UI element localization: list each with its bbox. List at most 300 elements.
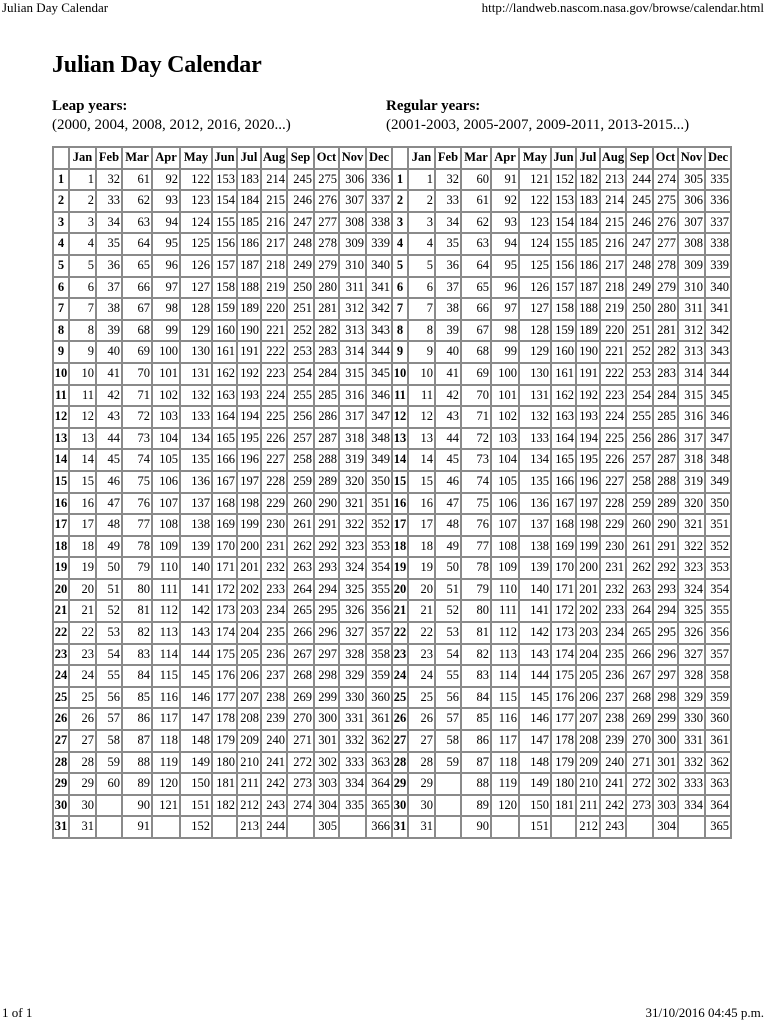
leap-julian-day-cell: 352 [366, 514, 392, 536]
regular-julian-day-cell: 102 [491, 406, 519, 428]
day-number-cell: 8 [53, 320, 69, 342]
regular-julian-day-cell: 211 [576, 795, 600, 817]
regular-julian-day-cell: 58 [435, 730, 461, 752]
leap-julian-day-cell: 240 [261, 730, 287, 752]
leap-julian-day-cell: 220 [261, 298, 287, 320]
regular-julian-day-cell: 305 [678, 169, 705, 191]
regular-julian-day-cell: 324 [678, 579, 705, 601]
leap-month-header: Oct [314, 147, 339, 169]
regular-julian-day-cell: 139 [519, 557, 551, 579]
leap-julian-day-cell: 141 [180, 579, 212, 601]
regular-julian-day-cell: 79 [461, 579, 491, 601]
regular-month-header: Oct [653, 147, 678, 169]
regular-julian-day-cell: 25 [408, 687, 435, 709]
day-number-cell: 19 [392, 557, 408, 579]
regular-julian-day-cell: 209 [576, 752, 600, 774]
leap-julian-day-cell: 89 [122, 773, 152, 795]
regular-julian-day-cell: 328 [678, 665, 705, 687]
day-number-cell: 11 [53, 385, 69, 407]
day-number-cell: 13 [392, 428, 408, 450]
regular-julian-day-cell: 208 [576, 730, 600, 752]
leap-julian-day-cell: 17 [69, 514, 96, 536]
regular-julian-day-cell: 354 [705, 579, 731, 601]
regular-julian-day-cell: 98 [491, 320, 519, 342]
leap-julian-day-cell: 343 [366, 320, 392, 342]
leap-julian-day-cell: 70 [122, 363, 152, 385]
regular-julian-day-cell: 187 [576, 277, 600, 299]
leap-julian-day-cell: 80 [122, 579, 152, 601]
leap-month-header: Jul [237, 147, 261, 169]
regular-julian-day-cell: 50 [435, 557, 461, 579]
regular-month-header: Aug [600, 147, 626, 169]
leap-julian-day-cell: 20 [69, 579, 96, 601]
regular-julian-day-cell: 362 [705, 752, 731, 774]
leap-julian-day-cell: 22 [69, 622, 96, 644]
regular-julian-day-cell: 193 [576, 406, 600, 428]
leap-julian-day-cell: 159 [212, 298, 237, 320]
regular-julian-day-cell: 347 [705, 428, 731, 450]
regular-julian-day-cell: 31 [408, 816, 435, 838]
regular-month-header: Feb [435, 147, 461, 169]
regular-julian-day-cell: 222 [600, 363, 626, 385]
leap-julian-day-cell: 189 [237, 298, 261, 320]
leap-julian-day-cell: 165 [212, 428, 237, 450]
regular-julian-day-cell: 200 [576, 557, 600, 579]
regular-julian-day-cell: 352 [705, 536, 731, 558]
regular-julian-day-cell: 285 [653, 406, 678, 428]
leap-julian-day-cell: 182 [212, 795, 237, 817]
regular-julian-day-cell: 162 [551, 385, 576, 407]
regular-years-label: Regular years: [386, 98, 481, 114]
regular-julian-day-cell: 32 [435, 169, 461, 191]
leap-julian-day-cell: 86 [122, 708, 152, 730]
table-row [53, 622, 731, 644]
regular-julian-day-cell: 4 [408, 233, 435, 255]
regular-julian-day-cell: 104 [491, 449, 519, 471]
regular-julian-day-cell: 279 [653, 277, 678, 299]
leap-julian-day-cell: 314 [339, 341, 366, 363]
leap-julian-day-cell: 124 [180, 212, 212, 234]
regular-julian-day-cell: 180 [551, 773, 576, 795]
leap-julian-day-cell: 357 [366, 622, 392, 644]
leap-julian-day-cell: 137 [180, 493, 212, 515]
day-number-cell: 1 [392, 169, 408, 191]
leap-julian-day-cell: 284 [314, 363, 339, 385]
leap-julian-day-cell: 148 [180, 730, 212, 752]
leap-julian-day-cell: 262 [287, 536, 314, 558]
regular-years-section [386, 97, 689, 135]
regular-julian-day-cell: 136 [519, 493, 551, 515]
regular-julian-day-cell: 77 [461, 536, 491, 558]
regular-julian-day-cell: 113 [491, 644, 519, 666]
leap-julian-day-cell: 14 [69, 449, 96, 471]
regular-julian-day-cell: 42 [435, 385, 461, 407]
regular-julian-day-cell: 150 [519, 795, 551, 817]
leap-julian-day-cell: 75 [122, 471, 152, 493]
day-number-cell: 10 [392, 363, 408, 385]
leap-julian-day-cell: 241 [261, 752, 287, 774]
leap-julian-day-cell: 232 [261, 557, 287, 579]
leap-julian-day-cell: 110 [152, 557, 180, 579]
regular-julian-day-cell: 243 [600, 816, 626, 838]
leap-julian-day-cell: 170 [212, 536, 237, 558]
leap-julian-day-cell: 103 [152, 406, 180, 428]
day-number-cell: 18 [392, 536, 408, 558]
regular-julian-day-cell: 18 [408, 536, 435, 558]
regular-julian-day-cell: 39 [435, 320, 461, 342]
regular-julian-day-cell: 204 [576, 644, 600, 666]
regular-julian-day-cell: 321 [678, 514, 705, 536]
regular-julian-day-cell: 30 [408, 795, 435, 817]
leap-julian-day-cell: 21 [69, 600, 96, 622]
day-number-cell: 5 [53, 255, 69, 277]
regular-julian-day-cell: 272 [626, 773, 653, 795]
leap-julian-day-cell: 321 [339, 493, 366, 515]
regular-julian-day-cell: 332 [678, 752, 705, 774]
regular-julian-day-cell: 47 [435, 493, 461, 515]
leap-julian-day-cell: 120 [152, 773, 180, 795]
day-number-cell: 1 [53, 169, 69, 191]
leap-julian-day-cell: 193 [237, 385, 261, 407]
leap-julian-day-cell: 295 [314, 600, 339, 622]
day-number-cell: 27 [53, 730, 69, 752]
day-number-cell: 4 [392, 233, 408, 255]
leap-julian-day-cell: 350 [366, 471, 392, 493]
regular-julian-day-cell: 244 [626, 169, 653, 191]
regular-julian-day-cell: 45 [435, 449, 461, 471]
regular-julian-day-cell: 330 [678, 708, 705, 730]
leap-julian-day-cell: 154 [212, 190, 237, 212]
regular-julian-day-cell: 333 [678, 773, 705, 795]
table-row [53, 255, 731, 277]
regular-month-header: Jun [551, 147, 576, 169]
regular-julian-day-cell [435, 816, 461, 838]
regular-julian-day-cell: 273 [626, 795, 653, 817]
regular-julian-day-cell: 132 [519, 406, 551, 428]
leap-julian-day-cell: 274 [287, 795, 314, 817]
regular-julian-day-cell: 36 [435, 255, 461, 277]
regular-julian-day-cell: 214 [600, 190, 626, 212]
regular-julian-day-cell: 146 [519, 708, 551, 730]
table-row [53, 730, 731, 752]
regular-julian-day-cell: 265 [626, 622, 653, 644]
leap-julian-day-cell [212, 816, 237, 838]
leap-julian-day-cell: 42 [96, 385, 122, 407]
leap-julian-day-cell: 13 [69, 428, 96, 450]
regular-julian-day-cell: 67 [461, 320, 491, 342]
leap-month-header: Jun [212, 147, 237, 169]
leap-julian-day-cell: 81 [122, 600, 152, 622]
leap-julian-day-cell: 142 [180, 600, 212, 622]
regular-julian-day-cell: 41 [435, 363, 461, 385]
table-row [53, 514, 731, 536]
day-number-cell: 30 [53, 795, 69, 817]
leap-julian-day-cell: 27 [69, 730, 96, 752]
regular-julian-day-cell: 82 [461, 644, 491, 666]
regular-julian-day-cell: 201 [576, 579, 600, 601]
regular-julian-day-cell: 143 [519, 644, 551, 666]
leap-julian-day-cell: 325 [339, 579, 366, 601]
regular-julian-day-cell: 191 [576, 363, 600, 385]
regular-julian-day-cell: 253 [626, 363, 653, 385]
regular-julian-day-cell: 106 [491, 493, 519, 515]
leap-julian-day-cell: 11 [69, 385, 96, 407]
regular-julian-day-cell: 60 [461, 169, 491, 191]
regular-month-header: Dec [705, 147, 731, 169]
leap-julian-day-cell: 344 [366, 341, 392, 363]
regular-julian-day-cell: 229 [600, 514, 626, 536]
regular-julian-day-cell: 320 [678, 493, 705, 515]
regular-julian-day-cell: 202 [576, 600, 600, 622]
regular-julian-day-cell: 259 [626, 493, 653, 515]
regular-julian-day-cell: 238 [600, 708, 626, 730]
regular-julian-day-cell: 317 [678, 428, 705, 450]
leap-julian-day-cell: 362 [366, 730, 392, 752]
leap-julian-day-cell: 127 [180, 277, 212, 299]
regular-julian-day-cell: 8 [408, 320, 435, 342]
regular-julian-day-cell: 103 [491, 428, 519, 450]
regular-julian-day-cell: 89 [461, 795, 491, 817]
regular-julian-day-cell: 197 [576, 493, 600, 515]
regular-julian-day-cell: 100 [491, 363, 519, 385]
regular-julian-day-cell: 340 [705, 277, 731, 299]
table-row [53, 795, 731, 817]
leap-julian-day-cell: 264 [287, 579, 314, 601]
leap-julian-day-cell: 277 [314, 212, 339, 234]
leap-julian-day-cell: 253 [287, 341, 314, 363]
leap-julian-day-cell: 166 [212, 449, 237, 471]
leap-julian-day-cell: 87 [122, 730, 152, 752]
leap-julian-day-cell: 360 [366, 687, 392, 709]
regular-julian-day-cell: 315 [678, 385, 705, 407]
day-number-cell: 12 [53, 406, 69, 428]
day-number-cell: 14 [392, 449, 408, 471]
leap-julian-day-cell: 98 [152, 298, 180, 320]
leap-julian-day-cell: 326 [339, 600, 366, 622]
regular-julian-day-cell: 353 [705, 557, 731, 579]
leap-julian-day-cell: 216 [261, 212, 287, 234]
leap-julian-day-cell: 337 [366, 190, 392, 212]
regular-julian-day-cell: 33 [435, 190, 461, 212]
leap-julian-day-cell: 207 [237, 687, 261, 709]
table-row [53, 341, 731, 363]
regular-julian-day-cell: 86 [461, 730, 491, 752]
table-row [53, 708, 731, 730]
regular-julian-day-cell: 44 [435, 428, 461, 450]
table-row [53, 406, 731, 428]
regular-julian-day-cell: 16 [408, 493, 435, 515]
leap-julian-day-cell: 190 [237, 320, 261, 342]
leap-julian-day-cell: 26 [69, 708, 96, 730]
leap-julian-day-cell: 153 [212, 169, 237, 191]
leap-julian-day-cell: 48 [96, 514, 122, 536]
regular-julian-day-cell: 6 [408, 277, 435, 299]
leap-julian-day-cell: 132 [180, 385, 212, 407]
leap-julian-day-cell: 287 [314, 428, 339, 450]
regular-julian-day-cell: 267 [626, 665, 653, 687]
regular-julian-day-cell: 48 [435, 514, 461, 536]
regular-julian-day-cell: 62 [461, 212, 491, 234]
leap-julian-day-cell: 244 [261, 816, 287, 838]
leap-julian-day-cell: 268 [287, 665, 314, 687]
leap-julian-day-cell: 283 [314, 341, 339, 363]
table-row [53, 277, 731, 299]
regular-julian-day-cell [626, 816, 653, 838]
leap-julian-day-cell: 84 [122, 665, 152, 687]
leap-julian-day-cell: 236 [261, 644, 287, 666]
regular-julian-day-cell: 97 [491, 298, 519, 320]
leap-julian-day-cell: 76 [122, 493, 152, 515]
leap-julian-day-cell: 104 [152, 428, 180, 450]
leap-julian-day-cell: 231 [261, 536, 287, 558]
regular-julian-day-cell: 88 [461, 773, 491, 795]
leap-julian-day-cell: 271 [287, 730, 314, 752]
regular-julian-day-cell: 49 [435, 536, 461, 558]
leap-julian-day-cell: 109 [152, 536, 180, 558]
regular-julian-day-cell: 174 [551, 644, 576, 666]
regular-julian-day-cell: 52 [435, 600, 461, 622]
leap-julian-day-cell: 150 [180, 773, 212, 795]
regular-julian-day-cell: 276 [653, 212, 678, 234]
leap-julian-day-cell: 249 [287, 255, 314, 277]
regular-julian-day-cell: 116 [491, 708, 519, 730]
regular-julian-day-cell: 210 [576, 773, 600, 795]
regular-julian-day-cell: 164 [551, 428, 576, 450]
leap-julian-day-cell: 208 [237, 708, 261, 730]
leap-julian-day-cell: 286 [314, 406, 339, 428]
leap-julian-day-cell: 204 [237, 622, 261, 644]
leap-julian-day-cell: 160 [212, 320, 237, 342]
leap-julian-day-cell: 292 [314, 536, 339, 558]
regular-julian-day-cell: 137 [519, 514, 551, 536]
regular-julian-day-cell: 233 [600, 600, 626, 622]
regular-julian-day-cell: 350 [705, 493, 731, 515]
leap-month-header: Jan [69, 147, 96, 169]
regular-julian-day-cell: 95 [491, 255, 519, 277]
regular-julian-day-cell: 297 [653, 665, 678, 687]
leap-julian-day-cell: 146 [180, 687, 212, 709]
leap-julian-day-cell: 163 [212, 385, 237, 407]
leap-julian-day-cell: 273 [287, 773, 314, 795]
regular-julian-day-cell [491, 816, 519, 838]
regular-julian-day-cell: 312 [678, 320, 705, 342]
regular-julian-day-cell: 118 [491, 752, 519, 774]
regular-julian-day-cell: 260 [626, 514, 653, 536]
leap-julian-day-cell: 73 [122, 428, 152, 450]
day-number-cell: 23 [392, 644, 408, 666]
regular-julian-day-cell: 115 [491, 687, 519, 709]
regular-julian-day-cell: 53 [435, 622, 461, 644]
regular-julian-day-cell: 188 [576, 298, 600, 320]
leap-julian-day-cell: 228 [261, 471, 287, 493]
leap-julian-day-cell: 331 [339, 708, 366, 730]
regular-julian-day-cell: 252 [626, 341, 653, 363]
leap-julian-day-cell: 260 [287, 493, 314, 515]
regular-julian-day-cell: 27 [408, 730, 435, 752]
regular-julian-day-cell: 140 [519, 579, 551, 601]
leap-julian-day-cell: 183 [237, 169, 261, 191]
regular-julian-day-cell: 43 [435, 406, 461, 428]
leap-julian-day-cell: 46 [96, 471, 122, 493]
regular-julian-day-cell: 15 [408, 471, 435, 493]
leap-julian-day-cell: 346 [366, 385, 392, 407]
table-row [53, 600, 731, 622]
regular-julian-day-cell: 175 [551, 665, 576, 687]
regular-julian-day-cell: 247 [626, 233, 653, 255]
day-number-cell: 6 [392, 277, 408, 299]
leap-julian-day-cell: 235 [261, 622, 287, 644]
leap-julian-day-cell: 152 [180, 816, 212, 838]
table-row [53, 233, 731, 255]
leap-julian-day-cell: 290 [314, 493, 339, 515]
regular-julian-day-cell: 298 [653, 687, 678, 709]
regular-julian-day-cell: 205 [576, 665, 600, 687]
regular-julian-day-cell: 296 [653, 644, 678, 666]
leap-julian-day-cell: 339 [366, 233, 392, 255]
regular-julian-day-cell: 241 [600, 773, 626, 795]
leap-julian-day-cell: 256 [287, 406, 314, 428]
regular-julian-day-cell: 351 [705, 514, 731, 536]
regular-julian-day-cell: 74 [461, 471, 491, 493]
regular-julian-day-cell: 19 [408, 557, 435, 579]
leap-julian-day-cell: 116 [152, 687, 180, 709]
regular-julian-day-cell: 290 [653, 514, 678, 536]
leap-julian-day-cell: 101 [152, 363, 180, 385]
regular-julian-day-cell: 170 [551, 557, 576, 579]
day-number-cell: 10 [53, 363, 69, 385]
regular-julian-day-cell: 192 [576, 385, 600, 407]
regular-julian-day-cell: 94 [491, 233, 519, 255]
leap-julian-day-cell: 334 [339, 773, 366, 795]
table-row [53, 212, 731, 234]
leap-julian-day-cell: 140 [180, 557, 212, 579]
regular-julian-day-cell: 237 [600, 687, 626, 709]
leap-julian-day-cell: 299 [314, 687, 339, 709]
regular-julian-day-cell: 338 [705, 233, 731, 255]
regular-julian-day-cell: 335 [705, 169, 731, 191]
leap-julian-day-cell: 125 [180, 233, 212, 255]
leap-julian-day-cell: 35 [96, 233, 122, 255]
leap-julian-day-cell: 115 [152, 665, 180, 687]
regular-julian-day-cell: 307 [678, 212, 705, 234]
regular-julian-day-cell: 64 [461, 255, 491, 277]
day-number-cell: 25 [53, 687, 69, 709]
regular-julian-day-cell: 218 [600, 277, 626, 299]
leap-julian-day-cell: 56 [96, 687, 122, 709]
day-number-cell: 31 [53, 816, 69, 838]
leap-julian-day-cell: 83 [122, 644, 152, 666]
leap-julian-day-cell: 269 [287, 687, 314, 709]
leap-julian-day-cell: 111 [152, 579, 180, 601]
regular-julian-day-cell: 189 [576, 320, 600, 342]
regular-julian-day-cell: 304 [653, 816, 678, 838]
leap-month-header: Apr [152, 147, 180, 169]
leap-julian-day-cell: 108 [152, 514, 180, 536]
regular-julian-day-cell: 182 [576, 169, 600, 191]
regular-julian-day-cell: 91 [491, 169, 519, 191]
regular-julian-day-cell: 365 [705, 816, 731, 838]
regular-julian-day-cell: 242 [600, 795, 626, 817]
regular-julian-day-cell: 83 [461, 665, 491, 687]
leap-julian-day-cell: 237 [261, 665, 287, 687]
leap-julian-day-cell: 222 [261, 341, 287, 363]
day-number-cell: 28 [53, 752, 69, 774]
regular-julian-day-cell: 22 [408, 622, 435, 644]
regular-julian-day-cell: 283 [653, 363, 678, 385]
regular-julian-day-cell: 274 [653, 169, 678, 191]
leap-julian-day-cell: 32 [96, 169, 122, 191]
leap-julian-day-cell: 307 [339, 190, 366, 212]
